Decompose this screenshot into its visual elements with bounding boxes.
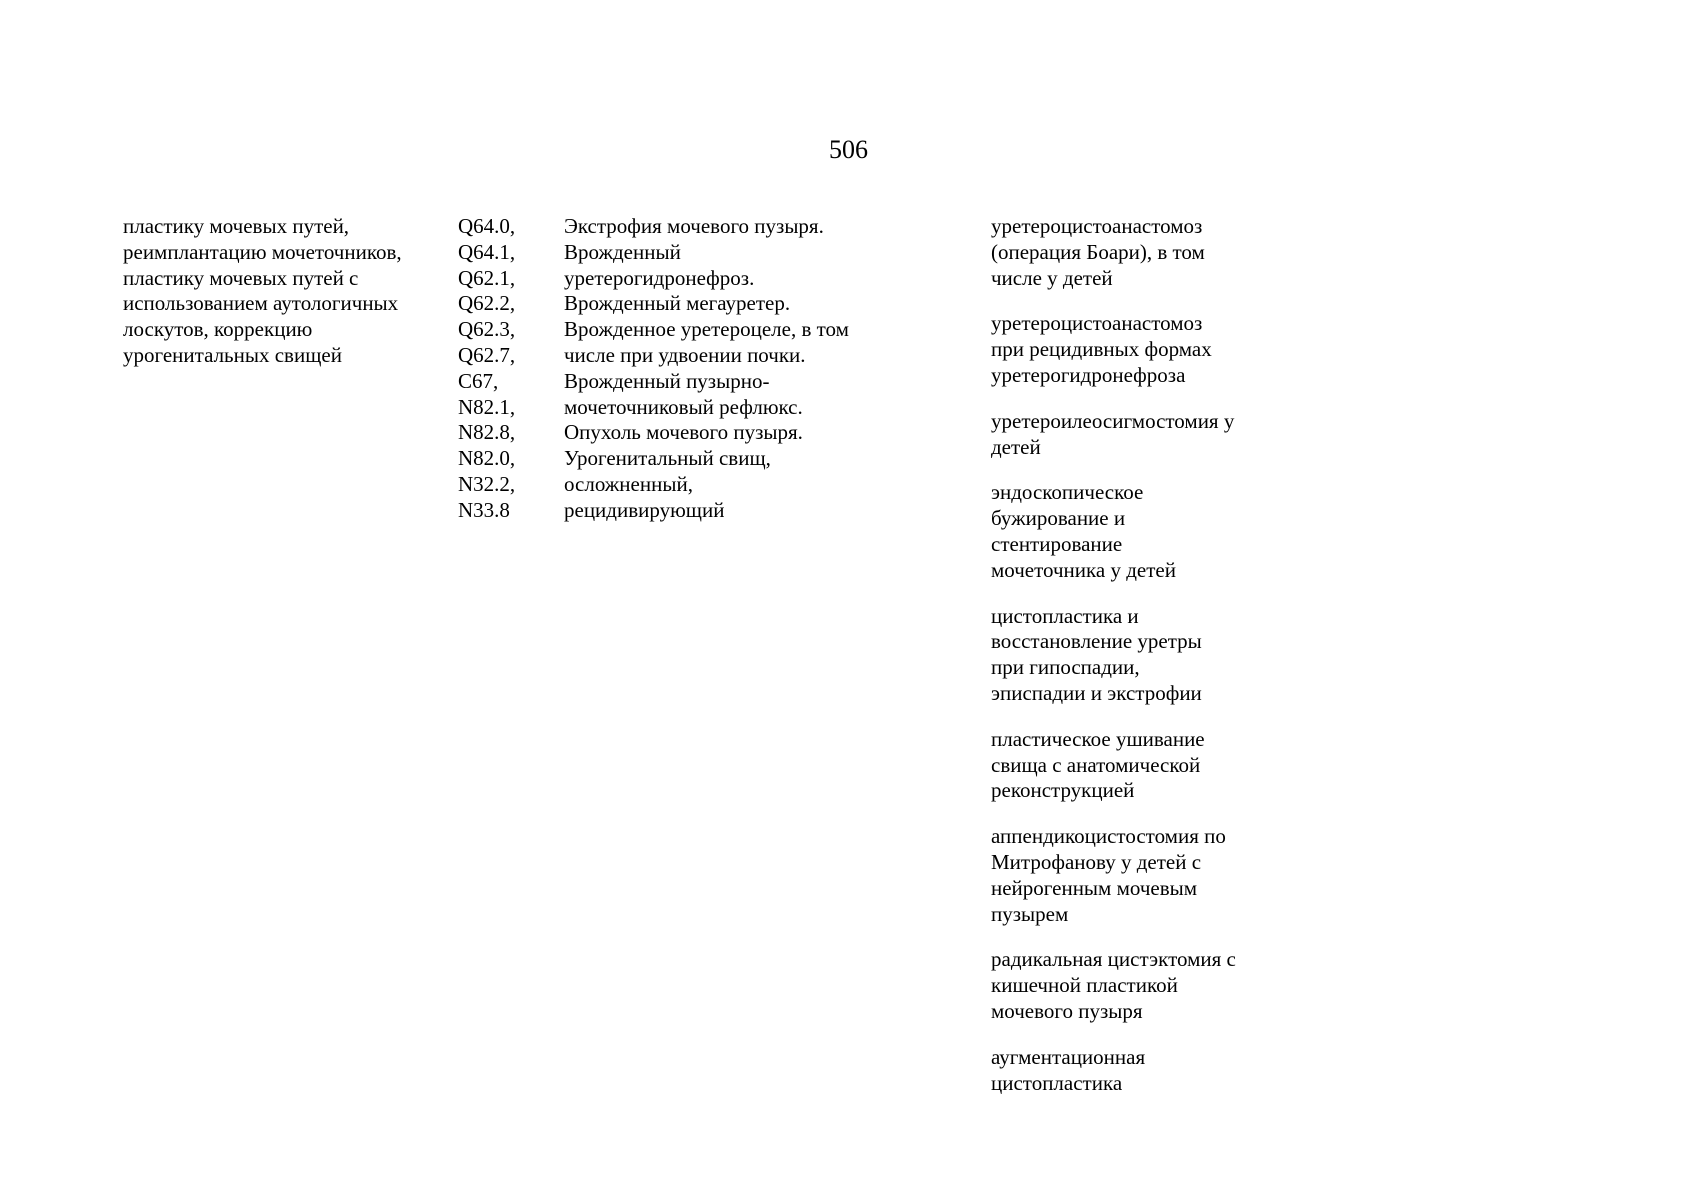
method-line: нейрогенным мочевым [991,875,1198,900]
method-line: аппендикоцистостомия по [991,824,1226,849]
diagnosis-line: Экстрофия мочевого пузыря. [564,214,824,238]
icd-code: N33.8 [458,497,510,522]
icd-code: Q62.1, [458,265,516,290]
indication-line: пластику мочевых путей с [123,265,359,290]
method-line: реконструкцией [991,778,1135,803]
indication-line: урогенитальных свищей [123,342,342,367]
treatment-methods-column [991,214,1291,1116]
method-line: мочеточника у детей [991,557,1176,582]
diagnosis-line: Врожденный [564,239,681,264]
method-line: пузырем [991,901,1069,926]
indication-line: реимплантацию мочеточников, [123,239,402,264]
diagnosis-line: Врожденный мегауретер. [564,291,791,316]
method-line: Митрофанову у детей с [991,849,1202,874]
method-line: детей [991,434,1041,459]
method-line: бужирование и [991,506,1126,531]
method-line: при рецидивных формах [991,337,1212,362]
icd-code: N82.8, [458,420,516,445]
indication-line: использованием аутологичных [123,291,399,316]
method-line: свища с анатомической [991,752,1201,777]
icd-code: Q62.3, [458,317,516,342]
treatment-method [991,727,1291,804]
indication-line: пластику мочевых путей, [123,214,350,238]
diagnosis-line: Врожденное уретероцеле, в том [564,317,849,342]
method-line: цистопластика и [991,603,1139,628]
icd-code: N82.0, [458,446,516,471]
icd-code: Q62.7, [458,342,516,367]
method-line: мочевого пузыря [991,998,1143,1023]
treatment-method [991,311,1291,388]
icd-code: N32.2, [458,471,516,496]
diagnosis-line: уретерогидронефроз. [564,265,755,290]
diagnosis-line: осложненный, [564,471,693,496]
indication-line: лоскутов, коррекцию [123,317,313,342]
indication-column [123,214,443,369]
treatment-method [991,1045,1291,1097]
method-line: кишечной пластикой [991,973,1178,998]
diagnosis-line: мочеточниковый рефлюкс. [564,394,803,419]
method-line: радикальная цистэктомия с [991,947,1236,972]
treatment-method [991,409,1291,461]
method-line: числе у детей [991,265,1113,290]
treatment-method [991,824,1291,927]
method-line: эписпадии и экстрофии [991,680,1202,705]
method-line: (операция Боари), в том [991,239,1205,264]
diagnoses-column [564,214,894,524]
icd-code: Q64.0, [458,214,516,238]
method-line: стентирование [991,531,1123,556]
method-line: уретероцистоанастомоз [991,311,1203,336]
diagnosis-line: числе при удвоении почки. [564,342,806,367]
method-line: при гипоспадии, [991,655,1140,680]
page-number: 506 [829,135,868,164]
method-line: аугментационная [991,1044,1146,1069]
icd-code: Q62.2, [458,291,516,316]
diagnosis-line: Опухоль мочевого пузыря. [564,420,803,445]
icd-code: N82.1, [458,394,516,419]
method-line: цистопластика [991,1070,1123,1095]
icd-code: C67, [458,368,499,393]
diagnosis-line: Врожденный пузырно- [564,368,770,393]
icd-codes-column [458,214,553,524]
diagnosis-line: Урогенитальный свищ, [564,446,771,471]
method-line: восстановление уретры [991,629,1202,654]
treatment-method [991,947,1291,1024]
method-line: эндоскопическое [991,480,1144,505]
icd-code: Q64.1, [458,239,516,264]
diagnosis-line: рецидивирующий [564,497,725,522]
method-line: уретероилеосигмостомия у [991,408,1235,433]
method-line: уретерогидронефроза [991,362,1186,387]
method-line: уретероцистоанастомоз [991,214,1203,238]
treatment-method [991,604,1291,707]
treatment-method [991,214,1291,291]
method-line: пластическое ушивание [991,726,1205,751]
treatment-method [991,480,1291,583]
